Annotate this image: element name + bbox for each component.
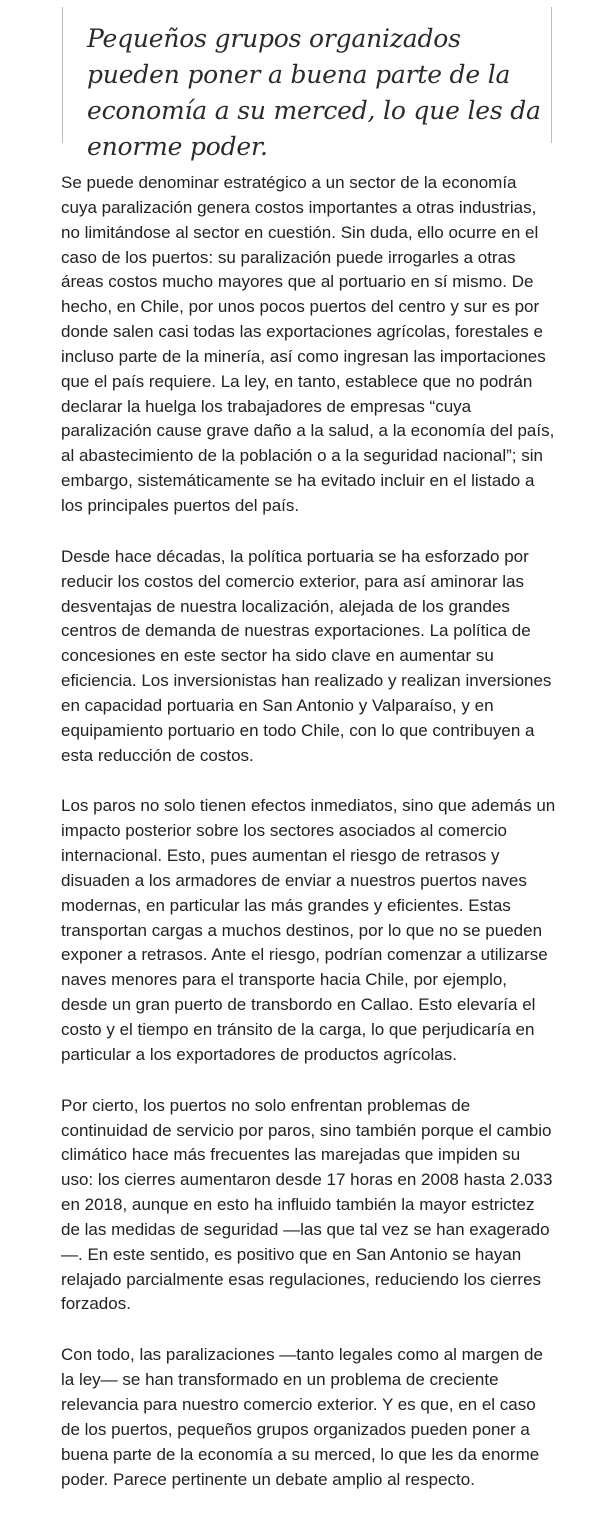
pull-quote xyxy=(62,7,552,161)
article-paragraph-5: Con todo, las paralizaciones —tanto legales como al margen de la ley— se han transformado en un problema de creciente relevancia para nuestro comercio exterior. Y es que, en el caso de los puertos, pequeños grupos organizados pueden poner a buena parte de la economía a su merced, lo que les da enorme poder. Parece pertinente un debate amplio al respecto. xyxy=(61,1345,543,1489)
article-paragraph-2: Desde hace décadas, la política portuaria se ha esforzado por reducir los costos del comercio exterior, para así aminorar las desventajas de nuestra localización, alejada de los grandes centros de demanda de nuestras exportaciones. La política de concesiones en este sector ha sido clave en aumentar su eficiencia. Los inversionistas han realizado y realizan inversiones en capacidad portuaria en San Antonio y Valparaíso, y en equipamiento portuario en todo Chile, con lo que contribuyen a esta reducción de costos. xyxy=(61,546,552,765)
article-paragraph-4: Por cierto, los puertos no solo enfrentan problemas de continuidad de servicio por paros, sino también porque el cambio climático hace más frecuentes las marejadas que impiden su uso: los cierres aumentaron desde 17 horas en 2008 hasta 2.033 en 2018, aunque en esto ha influido también la mayor estrictez de las medidas de seguridad —las que tal vez se han exagerado—. En este sentido, es positivo que en San Antonio se hayan relajado parcialmente esas regulaciones, reduciendo los cierres forzados. xyxy=(61,1095,553,1314)
article-body xyxy=(61,171,556,1518)
article-paragraph-1: Se puede denominar estratégico a un sector de la economía cuya paralización genera costos importantes a otras industrias, no limitándose al sector en cuestión. Sin duda, ello ocurre en el caso de los puertos: su paralización puede irrogarles a otras áreas costos mucho mayores que al portuario en sí mismo. De hecho, en Chile, por unos pocos puertos del centro y sur es por donde salen casi todas las exportaciones agrícolas, forestales e incluso parte de la minería, así como ingresan las importaciones que el país requiere. La ley, en tanto, establece que no podrán declarar la huelga los trabajadores de empresas “cuya paralización cause grave daño a la salud, a la economía del país, al abastecimiento de la población o a la seguridad nacional”; sin embargo, sistemáticamente se ha evitado incluir en el listado a los principales puertos del país. xyxy=(61,173,555,515)
pull-quote-text: Pequeños grupos organizados pueden poner a buena parte de la economía a su merced, lo que les da enorme poder. xyxy=(87,24,541,161)
article-paragraph-3: Los paros no solo tienen efectos inmediatos, sino que además un impacto posterior sobre los sectores asociados al comercio internacional. Esto, pues aumentan el riesgo de retrasos y disuaden a los armadores de enviar a nuestros puertos naves modernas, en particular las más grandes y eficientes. Estas transportan cargas a muchos destinos, por lo que no se pueden exponer a retrasos. Ante el riesgo, podrían comenzar a utilizarse naves menores para el transporte hacia Chile, por ejemplo, desde un gran puerto de transbordo en Callao. Esto elevaría el costo y el tiempo en tránsito de la carga, lo que perjudicaría en particular a los exportadores de productos agrícolas. xyxy=(61,796,556,1064)
